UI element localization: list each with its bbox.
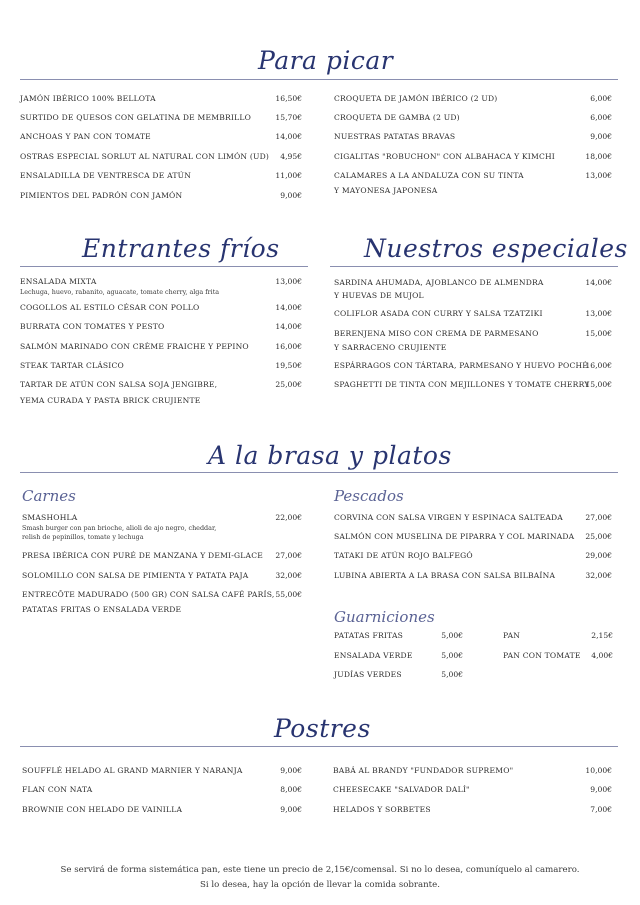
menu-price: 13,00€ bbox=[585, 309, 612, 318]
menu-item-line2: Y HUEVAS DE MUJOL bbox=[334, 291, 424, 300]
menu-item: LUBINA ABIERTA A LA BRASA CON SALSA BILBAÍNA bbox=[334, 571, 556, 580]
menu-item: PAN CON TOMATE bbox=[503, 651, 581, 660]
menu-price: 6,00€ bbox=[590, 113, 612, 122]
menu-price: 13,00€ bbox=[275, 277, 302, 286]
menu-item-line2: PATATAS FRITAS O ENSALADA VERDE bbox=[22, 605, 182, 614]
menu-item: PATATAS FRITAS bbox=[334, 631, 404, 640]
menu-item: PIMIENTOS DEL PADRÓN CON JAMÓN bbox=[20, 191, 183, 200]
menu-price: 9,00€ bbox=[280, 766, 302, 775]
menu-price: 8,00€ bbox=[280, 785, 302, 794]
menu-item: HELADOS Y SORBETES bbox=[333, 805, 431, 814]
menu-item: JUDÍAS VERDES bbox=[334, 670, 402, 679]
menu-price: 9,00€ bbox=[590, 785, 612, 794]
menu-price: 15,00€ bbox=[585, 380, 612, 389]
menu-price: 13,00€ bbox=[585, 171, 612, 180]
section-title-para-picar: Para picar bbox=[258, 46, 394, 75]
footer-note: Se servirá de forma sistemática pan, este tiene un precio de 2,15€/comensal. Si no lo desea, comuníquelo al camarero. bbox=[60, 865, 580, 875]
menu-price: 5,00€ bbox=[441, 670, 463, 679]
menu-item: CROQUETA DE JAMÓN IBÉRICO (2 UD) bbox=[334, 94, 498, 103]
section-title-postres: Postres bbox=[274, 714, 371, 743]
section-title-especiales: Nuestros especiales bbox=[364, 234, 628, 263]
menu-item: TATAKI DE ATÚN ROJO BALFEGÓ bbox=[334, 551, 473, 560]
subsection-title-pescados: Pescados bbox=[334, 487, 404, 505]
menu-item: STEAK TARTAR CLÁSICO bbox=[20, 361, 124, 370]
menu-item: CALAMARES A LA ANDALUZA CON SU TINTA bbox=[334, 171, 524, 180]
divider bbox=[330, 266, 618, 267]
menu-price: 25,00€ bbox=[275, 380, 302, 389]
menu-price: 7,00€ bbox=[590, 805, 612, 814]
menu-item-description: relish de pepinillos, tomate y lechuga bbox=[22, 533, 144, 541]
menu-price: 2,15€ bbox=[591, 631, 613, 640]
menu-item: COGOLLOS AL ESTILO CÉSAR CON POLLO bbox=[20, 303, 200, 312]
menu-item: ANCHOAS Y PAN CON TOMATE bbox=[20, 132, 151, 141]
menu-item: SALMÓN MARINADO CON CRÈME FRAICHE Y PEPINO bbox=[20, 342, 249, 351]
menu-price: 55,00€ bbox=[275, 590, 302, 599]
menu-price: 4,95€ bbox=[280, 152, 302, 161]
menu-item: BERENJENA MISO CON CREMA DE PARMESANO bbox=[334, 329, 539, 338]
menu-price: 32,00€ bbox=[275, 571, 302, 580]
menu-price: 10,00€ bbox=[585, 766, 612, 775]
menu-price: 14,00€ bbox=[585, 278, 612, 287]
menu-item-line2: Y MAYONESA JAPONESA bbox=[334, 186, 438, 195]
menu-item: SOLOMILLO CON SALSA DE PIMIENTA Y PATATA PAJA bbox=[22, 571, 249, 580]
footer-note: Si lo desea, hay la opción de llevar la comida sobrante. bbox=[200, 880, 440, 890]
menu-item: PAN bbox=[503, 631, 521, 640]
menu-price: 9,00€ bbox=[590, 132, 612, 141]
menu-item: FLAN CON NATA bbox=[22, 785, 93, 794]
menu-item: CHEESECAKE "SALVADOR DALÍ" bbox=[333, 785, 470, 794]
menu-item: SMASHOHLA bbox=[22, 513, 78, 522]
menu-item: SURTIDO DE QUESOS CON GELATINA DE MEMBRILLO bbox=[20, 113, 252, 122]
menu-price: 9,00€ bbox=[280, 191, 302, 200]
menu-item: CORVINA CON SALSA VIRGEN Y ESPINACA SALTEADA bbox=[334, 513, 563, 522]
menu-price: 27,00€ bbox=[275, 551, 302, 560]
section-title-brasa: A la brasa y platos bbox=[208, 441, 452, 470]
menu-price: 16,50€ bbox=[275, 94, 302, 103]
menu-item: PRESA IBÉRICA CON PURÉ DE MANZANA Y DEMI-GLACE bbox=[22, 551, 263, 560]
menu-price: 29,00€ bbox=[585, 551, 612, 560]
section-title-entrantes: Entrantes fríos bbox=[82, 234, 280, 263]
menu-item: SOUFFLÉ HELADO AL GRAND MARNIER Y NARANJA bbox=[22, 766, 243, 775]
menu-item: SALMÓN CON MUSELINA DE PIPARRA Y COL MARINADA bbox=[334, 532, 575, 541]
menu-price: 6,00€ bbox=[590, 94, 612, 103]
menu-item: ENTRECÔTE MADURADO (500 GR) CON SALSA CAFÉ PARÍS, bbox=[22, 590, 275, 599]
divider bbox=[20, 266, 308, 267]
menu-item: NUESTRAS PATATAS BRAVAS bbox=[334, 132, 456, 141]
menu-price: 15,70€ bbox=[275, 113, 302, 122]
menu-price: 27,00€ bbox=[585, 513, 612, 522]
menu-item: BABÁ AL BRANDY "FUNDADOR SUPREMO" bbox=[333, 766, 514, 775]
menu-price: 16,00€ bbox=[585, 361, 612, 370]
menu-item: OSTRAS ESPECIAL SORLUT AL NATURAL CON LIMÓN (UD) bbox=[20, 152, 270, 161]
divider bbox=[20, 79, 618, 80]
menu-item-description: Lechuga, huevo, rabanito, aguacate, tomate cherry, alga frita bbox=[20, 288, 220, 296]
menu-item-line2: YEMA CURADA Y PASTA BRICK CRUJIENTE bbox=[20, 396, 201, 405]
menu-item: CIGALITAS "ROBUCHON" CON ALBAHACA Y KIMCHI bbox=[334, 152, 555, 161]
menu-price: 22,00€ bbox=[275, 513, 302, 522]
menu-item: ENSALADILLA DE VENTRESCA DE ATÚN bbox=[20, 171, 192, 180]
menu-price: 32,00€ bbox=[585, 571, 612, 580]
menu-item: BROWNIE CON HELADO DE VAINILLA bbox=[22, 805, 183, 814]
menu-price: 5,00€ bbox=[441, 631, 463, 640]
menu-price: 25,00€ bbox=[585, 532, 612, 541]
menu-price: 14,00€ bbox=[275, 303, 302, 312]
subsection-title-carnes: Carnes bbox=[22, 487, 76, 505]
menu-price: 4,00€ bbox=[591, 651, 613, 660]
menu-price: 14,00€ bbox=[275, 322, 302, 331]
menu-price: 16,00€ bbox=[275, 342, 302, 351]
menu-price: 5,00€ bbox=[441, 651, 463, 660]
menu-item: JAMÓN IBÉRICO 100% BELLOTA bbox=[20, 94, 156, 103]
divider bbox=[20, 746, 618, 747]
menu-price: 19,50€ bbox=[275, 361, 302, 370]
menu-price: 14,00€ bbox=[275, 132, 302, 141]
menu-item-description: Smash burger con pan brioche, alioli de ajo negro, cheddar, bbox=[22, 524, 217, 532]
subsection-title-guarniciones: Guarniciones bbox=[334, 608, 435, 626]
menu-item: CROQUETA DE GAMBA (2 UD) bbox=[334, 113, 460, 122]
menu-item: SARDINA AHUMADA, AJOBLANCO DE ALMENDRA bbox=[334, 278, 544, 287]
menu-price: 11,00€ bbox=[275, 171, 302, 180]
menu-item: COLIFLOR ASADA CON CURRY Y SALSA TZATZIKI bbox=[334, 309, 543, 318]
divider bbox=[20, 472, 618, 473]
menu-item: TARTAR DE ATÚN CON SALSA SOJA JENGIBRE, bbox=[20, 380, 218, 389]
menu-item: ENSALADA MIXTA bbox=[20, 277, 97, 286]
menu-price: 9,00€ bbox=[280, 805, 302, 814]
menu-item-line2: Y SARRACENO CRUJIENTE bbox=[334, 343, 447, 352]
menu-item: BURRATA CON TOMATES Y PESTO bbox=[20, 322, 165, 331]
menu-price: 15,00€ bbox=[585, 329, 612, 338]
menu-item: ENSALADA VERDE bbox=[334, 651, 413, 660]
menu-item: ESPÁRRAGOS CON TÁRTARA, PARMESANO Y HUEVO POCHÉ bbox=[334, 361, 589, 370]
menu-price: 18,00€ bbox=[585, 152, 612, 161]
menu-item: SPAGHETTI DE TINTA CON MEJILLONES Y TOMATE CHERRY bbox=[334, 380, 590, 389]
